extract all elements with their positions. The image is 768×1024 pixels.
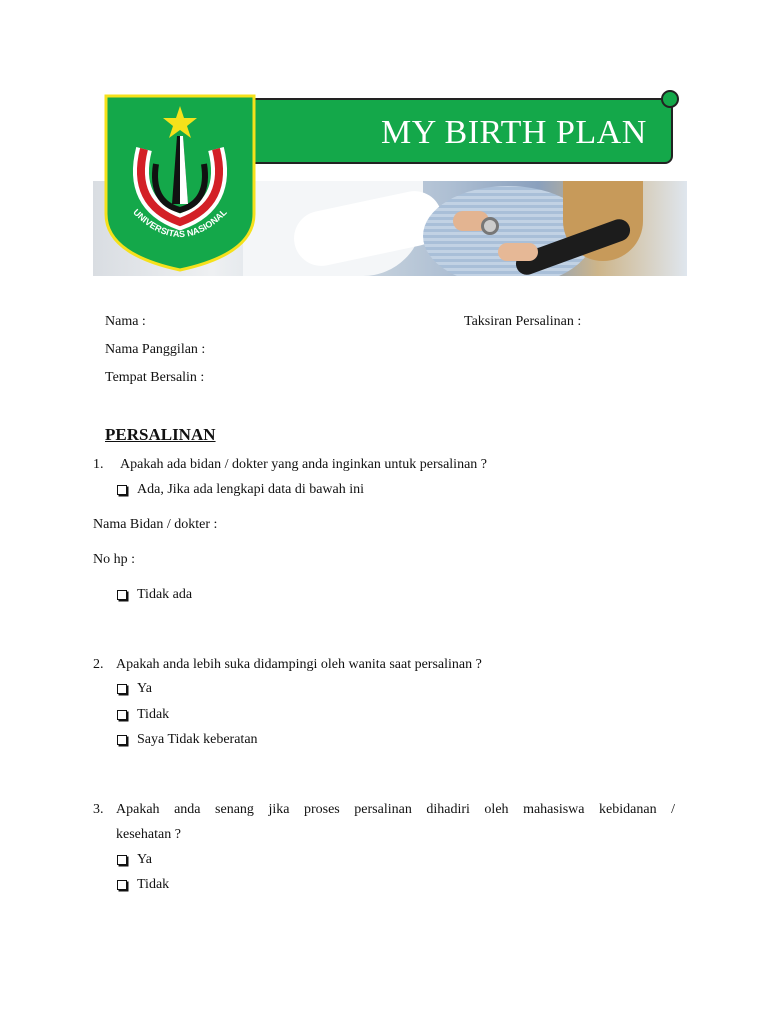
header bbox=[93, 90, 687, 278]
logo-text: UNIVERSITAS NASIONAL bbox=[131, 207, 229, 240]
option-ya[interactable] bbox=[117, 852, 152, 868]
question-text: Apakah ada bidan / dokter yang anda inginkan untuk persalinan ? bbox=[120, 457, 487, 472]
option-label: Tidak bbox=[137, 707, 170, 722]
field-taksiran: Taksiran Persalinan : bbox=[464, 314, 582, 329]
checkbox-icon[interactable] bbox=[117, 684, 127, 694]
question-text-line2: kesehatan ? bbox=[116, 827, 181, 842]
option-ada[interactable] bbox=[117, 482, 364, 498]
option-tidak-ada[interactable] bbox=[117, 587, 192, 603]
field-nama-bidan: Nama Bidan / dokter : bbox=[93, 517, 218, 532]
checkbox-icon[interactable] bbox=[117, 710, 127, 720]
question-text: Apakah anda lebih suka didampingi oleh wanita saat persalinan ? bbox=[116, 657, 482, 672]
banner-curl bbox=[661, 90, 679, 108]
checkbox-icon[interactable] bbox=[117, 735, 127, 745]
question-text-line1: Apakah anda senang jika proses persalinan dihadiri oleh mahasiswa kebidanan / bbox=[116, 802, 675, 817]
checkbox-icon[interactable] bbox=[117, 590, 127, 600]
field-panggilan: Nama Panggilan : bbox=[105, 342, 206, 357]
section-heading: PERSALINAN bbox=[105, 425, 216, 444]
option-tidak[interactable] bbox=[117, 877, 169, 893]
field-nama: Nama : bbox=[105, 314, 146, 329]
option-tidak[interactable] bbox=[117, 707, 169, 723]
option-label: Ya bbox=[137, 681, 152, 696]
university-logo bbox=[104, 94, 256, 272]
option-label: Ya bbox=[137, 852, 152, 867]
checkbox-icon[interactable] bbox=[117, 880, 127, 890]
option-label: Ada, Jika ada lengkapi data di bawah ini bbox=[137, 482, 365, 497]
page-title: MY BIRTH PLAN bbox=[381, 114, 647, 151]
option-label: Tidak bbox=[137, 877, 170, 892]
question-number: 1. bbox=[93, 457, 104, 472]
option-label: Saya Tidak keberatan bbox=[137, 732, 258, 747]
field-tempat: Tempat Bersalin : bbox=[105, 370, 205, 385]
question-number: 3. bbox=[93, 802, 104, 817]
option-ya[interactable] bbox=[117, 681, 152, 697]
question-number: 2. bbox=[93, 657, 104, 672]
option-tidak-keberatan[interactable] bbox=[117, 732, 258, 748]
field-no-hp: No hp : bbox=[93, 552, 135, 567]
title-banner bbox=[243, 98, 673, 164]
checkbox-icon[interactable] bbox=[117, 855, 127, 865]
option-label: Tidak ada bbox=[137, 587, 193, 602]
checkbox-icon[interactable] bbox=[117, 485, 127, 495]
